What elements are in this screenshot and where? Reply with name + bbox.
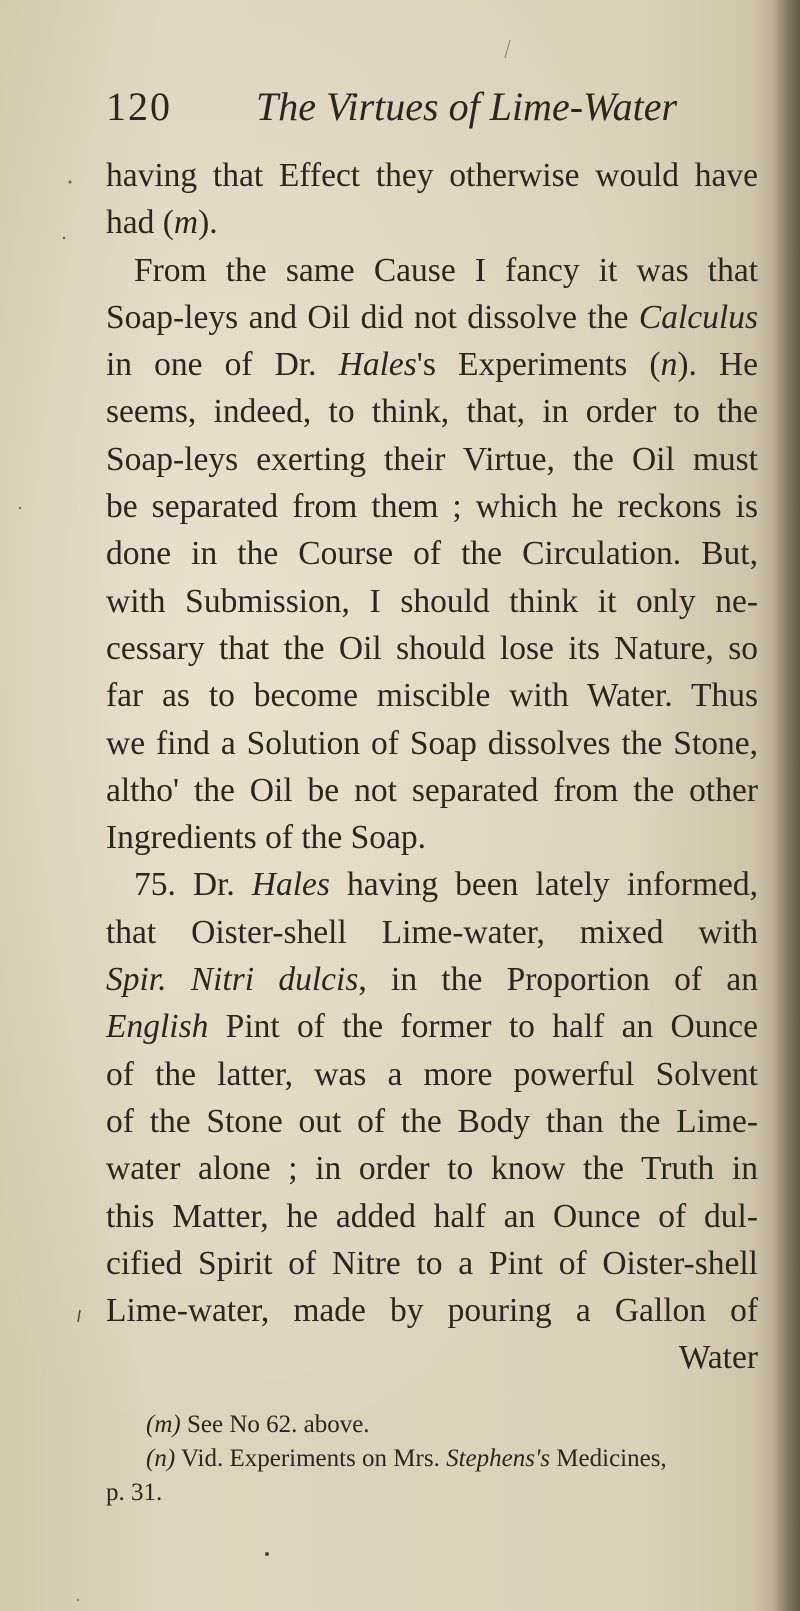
page-number: 120	[106, 84, 172, 129]
text-line: done in the Course of the Circulation. But,	[106, 535, 758, 573]
text-line: this Matter, he added half an Ounce of dul-	[106, 1197, 758, 1235]
running-header	[106, 82, 766, 132]
footnote-ref-n: n	[660, 346, 678, 384]
footnotes	[106, 1408, 758, 1510]
text-line: English Pint of the former to half an Ounce	[106, 1008, 758, 1046]
body-text	[106, 152, 758, 1382]
text-line: having that Effect they otherwise would have	[106, 157, 758, 194]
text-line: altho' the Oil be not separated from the other	[106, 771, 758, 809]
text-line: seems, indeed, to think, that, in order to the	[106, 393, 758, 431]
text-line: Soap-leys exerting their Virtue, the Oil must	[106, 440, 758, 478]
footnote-n-continued: p. 31.	[106, 1479, 163, 1506]
text-line: Spir. Nitri dulcis, in the Proportion of an	[106, 961, 758, 999]
text-line: cified Spirit of Nitre to a Pint of Oister-shell	[106, 1244, 758, 1282]
catchword: Water	[678, 1339, 758, 1377]
text-line: water alone ; in order to know the Truth in	[106, 1150, 758, 1188]
text-line: far as to become miscible with Water. Thus	[106, 677, 758, 715]
text-line: Soap-leys and Oil did not dissolve the Calculus	[106, 298, 758, 336]
page-edge-shadow	[772, 0, 800, 1611]
text-line: we find a Solution of Soap dissolves the Stone,	[106, 724, 758, 762]
text-line: 75. Dr. Hales having been lately informed,	[134, 866, 758, 904]
text-line: cessary that the Oil should lose its Nature, so	[106, 629, 758, 667]
text-line: Lime-water, made by pouring a Gallon of	[106, 1292, 758, 1330]
text-line: From the same Cause I fancy it was that	[134, 251, 758, 289]
footnote-m: (m) See No 62. above.	[146, 1411, 370, 1438]
text-line: that Oister-shell Lime-water, mixed with	[106, 913, 758, 951]
text-line: in one of Dr. Hales's Experiments (n). He	[106, 346, 759, 384]
text-line: with Submission, I should think it only ne-	[106, 582, 758, 620]
text-line: be separated from them ; which he reckons is	[106, 488, 758, 526]
footnote-ref-m: m	[173, 204, 199, 242]
text-line: of the Stone out of the Body than the Lime-	[106, 1102, 758, 1140]
footnote-n: (n) Vid. Experiments on Mrs. Stephens's Medicines,	[146, 1445, 667, 1472]
running-title: The Virtues of Lime-Water	[256, 84, 678, 129]
text-line: had (m).	[106, 204, 218, 242]
text-line: Ingredients of the Soap.	[106, 819, 427, 857]
text-line: of the latter, was a more powerful Solvent	[106, 1055, 758, 1093]
